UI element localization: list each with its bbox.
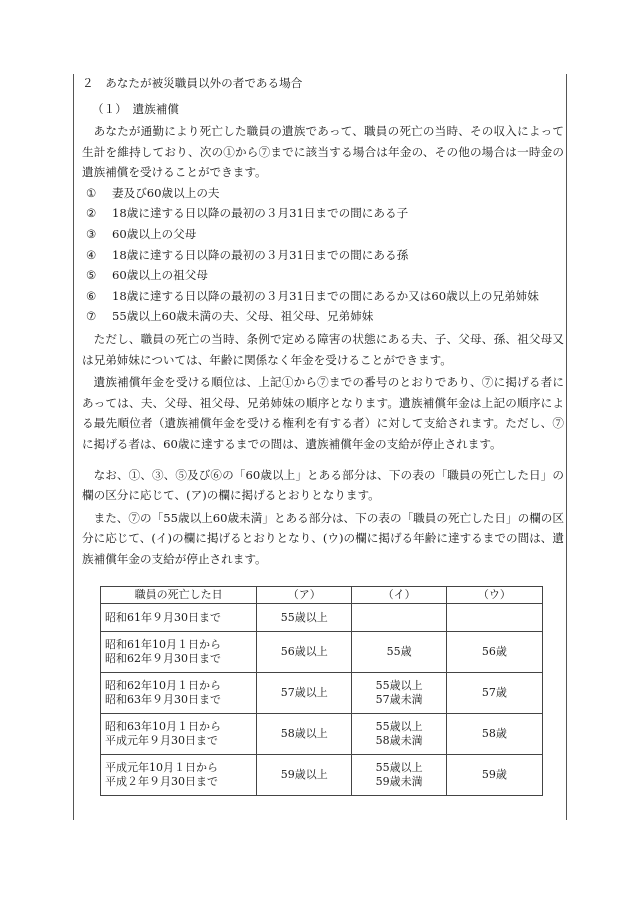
header-i: （イ） [352, 587, 446, 604]
table-row [101, 755, 543, 796]
age-i-cell [352, 604, 446, 632]
disability-note-paragraph: ただし、職員の死亡の当時、条例で定める障害の状態にある夫、子、父母、孫、祖父母又は兄弟姉妹については、年齢に関係なく年金を受けることができます。 [82, 331, 564, 367]
age-a-cell: 55歳以上 [257, 604, 352, 632]
death-date-cell: 昭和61年９月30日まで [101, 604, 257, 632]
table-row [101, 673, 543, 714]
age-u-cell: 59歳 [446, 755, 542, 796]
item-text: 18歳に達する日以降の最初の３月31日までの間にある子 [112, 206, 409, 221]
age-i-cell: 55歳 [352, 632, 446, 673]
age-u-cell: 56歳 [446, 632, 542, 673]
suspension-note-paragraph: また、⑦の「55歳以上60歳未満」とある部分は、下の表の「職員の死亡した日」の欄の区分に応じて、(イ)の欄に掲げるとおりとなり、(ウ)の欄に掲げる年齢に達するまでの間は、遺族補償年金の支給が停止されます。 [82, 510, 564, 566]
item-text: 60歳以上の祖父母 [112, 268, 208, 283]
age-u-cell [446, 604, 542, 632]
table-row [101, 714, 543, 755]
item-number: ⑥ [86, 288, 97, 303]
death-date-cell: 平成元年10月１日から 平成２年９月30日まで [101, 755, 257, 796]
list-item [82, 306, 564, 327]
header-a: （ア） [257, 587, 352, 604]
header-u: （ウ） [446, 587, 542, 604]
item-text: 60歳以上の父母 [112, 226, 197, 241]
age-note-paragraph: なお、①、③、⑤及び⑥の「60歳以上」とある部分は、下の表の「職員の死亡した日」の欄の区分に応じて、(ア)の欄に掲げるとおりとなります。 [82, 467, 564, 503]
item-number: ④ [86, 247, 97, 262]
age-a-cell: 57歳以上 [257, 673, 352, 714]
right-border-line [566, 74, 567, 820]
age-i-cell: 55歳以上 58歳未満 [352, 714, 446, 755]
table-header-row [101, 587, 543, 604]
list-item [82, 245, 564, 266]
death-date-cell: 昭和62年10月１日から 昭和63年９月30日まで [101, 673, 257, 714]
list-item [82, 203, 564, 224]
age-i-cell: 55歳以上 57歳未満 [352, 673, 446, 714]
item-text: 妻及び60歳以上の夫 [112, 185, 220, 200]
age-u-cell: 58歳 [446, 714, 542, 755]
age-a-cell: 56歳以上 [257, 632, 352, 673]
header-death-date: 職員の死亡した日 [101, 587, 257, 604]
order-note-paragraph: 遺族補償年金を受ける順位は、上記①から⑦までの番号のとおりであり、⑦に掲げる者にあっては、夫、父母、祖父母、兄弟姉妹の順序となります。遺族補償年金は上記の順序による最先順位者（遺族補償年金を受ける権利を有する者）に対して支給されます。ただし、⑦に掲げる者は、60歳に達するまでの間は、遺族補償年金の支給が停止されます。 [82, 375, 564, 451]
age-i-cell: 55歳以上 59歳未満 [352, 755, 446, 796]
eligible-survivors-list [82, 183, 564, 327]
age-u-cell: 57歳 [446, 673, 542, 714]
age-a-cell: 58歳以上 [257, 714, 352, 755]
death-date-cell: 昭和63年10月１日から 平成元年９月30日まで [101, 714, 257, 755]
item-number: ② [86, 206, 97, 221]
item-text: 18歳に達する日以降の最初の３月31日までの間にあるか又は60歳以上の兄弟姉妹 [112, 288, 539, 303]
age-a-cell: 59歳以上 [257, 755, 352, 796]
list-item [82, 183, 564, 204]
list-item [82, 224, 564, 245]
document-body [82, 73, 564, 569]
item-text: 18歳に達する日以降の最初の３月31日までの間にある孫 [112, 247, 409, 262]
list-item [82, 265, 564, 286]
item-number: ① [86, 185, 97, 200]
subsection-heading: （１） 遺族補償 [92, 102, 179, 116]
item-number: ⑦ [86, 309, 97, 324]
item-number: ③ [86, 226, 97, 241]
list-item [82, 286, 564, 307]
age-table [100, 586, 543, 796]
intro-paragraph: あなたが通勤により死亡した職員の遺族であって、職員の死亡の当時、その収入によって生計を維持しており、次の①から⑦までに該当する場合は年金の、その他の場合は一時金の遺族補償を受けることができます。 [82, 124, 564, 180]
item-text: 55歳以上60歳未満の夫、父母、祖父母、兄弟姉妹 [112, 309, 374, 324]
death-date-cell: 昭和61年10月１日から 昭和62年９月30日まで [101, 632, 257, 673]
table-row [101, 632, 543, 673]
section-heading: ２ あなたが被災職員以外の者である場合 [82, 76, 303, 90]
left-border-line [73, 74, 74, 820]
table-row [101, 604, 543, 632]
item-number: ⑤ [86, 268, 97, 283]
